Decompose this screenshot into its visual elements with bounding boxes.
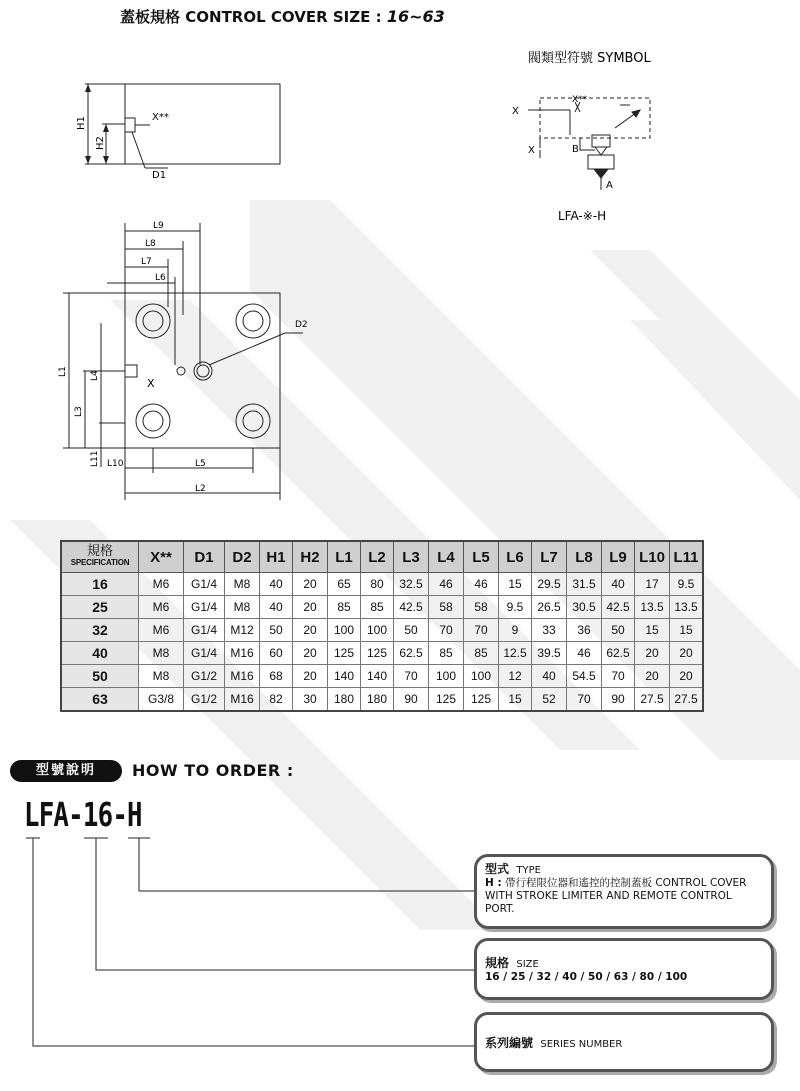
- col-header: L3: [394, 541, 429, 573]
- table-cell: M8: [139, 642, 184, 665]
- code-sep: -: [68, 795, 83, 834]
- symbol-port-b: B: [572, 144, 579, 155]
- table-cell: 20: [293, 619, 328, 642]
- table-cell: 12.5: [499, 642, 532, 665]
- series-info-box: [474, 1012, 774, 1072]
- table-cell: M6: [139, 619, 184, 642]
- col-header: L10: [635, 541, 670, 573]
- table-cell: 42.5: [602, 596, 635, 619]
- table-cell: 54.5: [567, 665, 602, 688]
- table-row: [61, 573, 703, 596]
- table-cell: 140: [361, 665, 394, 688]
- table-cell: 46: [567, 642, 602, 665]
- table-cell: 20: [670, 665, 704, 688]
- table-cell: 30: [293, 688, 328, 712]
- symbol-port-x-upper: X: [512, 106, 519, 117]
- side-label-h2: H2: [95, 136, 106, 150]
- col-header: L11: [670, 541, 704, 573]
- code-size: 16: [82, 795, 113, 834]
- table-cell: 20: [670, 642, 704, 665]
- table-cell: 90: [394, 688, 429, 712]
- table-cell: 40: [602, 573, 635, 596]
- table-cell: 100: [429, 665, 464, 688]
- table-cell: 27.5: [635, 688, 670, 712]
- table-cell: M8: [139, 665, 184, 688]
- table-cell: 30.5: [567, 596, 602, 619]
- table-cell: 125: [464, 688, 499, 712]
- table-cell: G1/4: [184, 573, 225, 596]
- col-header: L9: [602, 541, 635, 573]
- spec-cell: 25: [61, 596, 139, 619]
- table-cell: 20: [635, 665, 670, 688]
- table-cell: 46: [429, 573, 464, 596]
- col-header: D1: [184, 541, 225, 573]
- title-zh: 蓋板規格: [120, 8, 181, 26]
- table-cell: 50: [260, 619, 293, 642]
- table-cell: 40: [532, 665, 567, 688]
- code-type: H: [127, 795, 142, 834]
- top-label-l11: L11: [90, 450, 100, 467]
- how-to-order-heading: HOW TO ORDER :: [132, 761, 294, 780]
- spec-cell: 16: [61, 573, 139, 596]
- series-title-zh: 系列編號: [485, 1036, 534, 1050]
- table-cell: 180: [361, 688, 394, 712]
- spec-header-cell: [61, 541, 139, 573]
- table-cell: 15: [670, 619, 704, 642]
- top-label-l5: L5: [195, 459, 206, 469]
- top-label-l1: L1: [58, 366, 68, 377]
- table-cell: 70: [429, 619, 464, 642]
- col-header: L5: [464, 541, 499, 573]
- table-cell: 15: [499, 688, 532, 712]
- col-header: X**: [139, 541, 184, 573]
- col-header: L1: [328, 541, 361, 573]
- code-series: LFA: [24, 795, 69, 834]
- table-cell: 42.5: [394, 596, 429, 619]
- spec-table-header: [61, 541, 703, 573]
- table-cell: 82: [260, 688, 293, 712]
- table-cell: 13.5: [635, 596, 670, 619]
- side-label-h1: H1: [76, 116, 87, 130]
- type-title-en: TYPE: [516, 865, 541, 876]
- table-cell: 20: [293, 573, 328, 596]
- table-cell: 50: [394, 619, 429, 642]
- type-desc-line2: WITH STROKE LIMITER AND REMOTE CONTROL: [485, 890, 732, 902]
- table-cell: 31.5: [567, 573, 602, 596]
- spec-cell: 50: [61, 665, 139, 688]
- table-cell: 70: [464, 619, 499, 642]
- table-cell: 40: [260, 573, 293, 596]
- table-cell: M6: [139, 573, 184, 596]
- side-label-d1: D1: [152, 170, 167, 181]
- spec-cell: 40: [61, 642, 139, 665]
- table-cell: 85: [328, 596, 361, 619]
- type-title-zh: 型式: [485, 862, 510, 876]
- symbol-port-a: A: [606, 180, 613, 191]
- table-row: [61, 619, 703, 642]
- type-desc-line3: PORT.: [485, 903, 515, 915]
- table-cell: 52: [532, 688, 567, 712]
- table-cell: 9.5: [670, 573, 704, 596]
- table-cell: 27.5: [670, 688, 704, 712]
- title-size-range: 16~63: [386, 7, 445, 26]
- col-header: D2: [225, 541, 260, 573]
- spec-cell: 32: [61, 619, 139, 642]
- table-cell: 20: [635, 642, 670, 665]
- table-cell: 62.5: [394, 642, 429, 665]
- type-info-box: [474, 854, 774, 929]
- spec-table: [60, 540, 704, 712]
- title-en: CONTROL COVER SIZE :: [185, 8, 382, 26]
- table-row: [61, 596, 703, 619]
- table-cell: 60: [260, 642, 293, 665]
- symbol-model-label: LFA-※-H: [558, 209, 607, 223]
- table-cell: 100: [328, 619, 361, 642]
- table-cell: G1/4: [184, 642, 225, 665]
- symbol-title: 閥類型符號 SYMBOL: [528, 51, 651, 66]
- table-cell: 85: [464, 642, 499, 665]
- table-cell: 46: [464, 573, 499, 596]
- series-title-en: SERIES NUMBER: [540, 1039, 623, 1050]
- table-cell: 36: [567, 619, 602, 642]
- table-cell: 20: [293, 642, 328, 665]
- table-cell: G3/8: [139, 688, 184, 712]
- spec-table-body: [61, 573, 703, 712]
- top-label-l2: L2: [195, 484, 206, 494]
- col-header: H1: [260, 541, 293, 573]
- table-cell: G1/4: [184, 619, 225, 642]
- table-cell: 9: [499, 619, 532, 642]
- table-cell: 125: [429, 688, 464, 712]
- col-header: H2: [293, 541, 328, 573]
- top-label-d2: D2: [295, 320, 308, 330]
- table-cell: 32.5: [394, 573, 429, 596]
- table-cell: 50: [602, 619, 635, 642]
- col-header: L4: [429, 541, 464, 573]
- spec-header-en: SPECIFICATION: [70, 558, 130, 567]
- how-to-order-badge: 型號說明: [10, 760, 122, 782]
- table-cell: 40: [260, 596, 293, 619]
- side-label-x: X**: [152, 112, 169, 123]
- table-cell: 68: [260, 665, 293, 688]
- table-cell: 26.5: [532, 596, 567, 619]
- col-header: L7: [532, 541, 567, 573]
- table-cell: 29.5: [532, 573, 567, 596]
- table-cell: M16: [225, 665, 260, 688]
- top-label-l3: L3: [74, 406, 84, 417]
- table-cell: 20: [293, 665, 328, 688]
- table-cell: 70: [394, 665, 429, 688]
- table-cell: 17: [635, 573, 670, 596]
- table-cell: 70: [567, 688, 602, 712]
- type-code: H :: [485, 877, 502, 889]
- top-label-l4: L4: [90, 370, 100, 381]
- table-cell: 85: [361, 596, 394, 619]
- table-cell: 100: [361, 619, 394, 642]
- table-row: [61, 665, 703, 688]
- top-label-l6: L6: [155, 273, 166, 283]
- table-cell: 80: [361, 573, 394, 596]
- table-cell: G1/4: [184, 596, 225, 619]
- size-title-en: SIZE: [516, 959, 539, 970]
- table-cell: G1/2: [184, 665, 225, 688]
- table-cell: 15: [499, 573, 532, 596]
- top-label-l8: L8: [145, 239, 156, 249]
- table-cell: 100: [464, 665, 499, 688]
- table-cell: 180: [328, 688, 361, 712]
- table-cell: 15: [635, 619, 670, 642]
- spec-cell: 63: [61, 688, 139, 712]
- table-cell: M6: [139, 596, 184, 619]
- table-cell: 125: [328, 642, 361, 665]
- table-cell: 85: [429, 642, 464, 665]
- table-cell: 140: [328, 665, 361, 688]
- table-cell: 90: [602, 688, 635, 712]
- table-cell: 65: [328, 573, 361, 596]
- type-desc-en: CONTROL COVER: [655, 877, 747, 889]
- size-info-box: [474, 938, 774, 1000]
- type-desc-zh: 帶行程限位器和遙控的控制蓋板: [505, 877, 652, 889]
- code-sep: -: [112, 795, 128, 834]
- table-row: [61, 642, 703, 665]
- table-cell: M8: [225, 573, 260, 596]
- table-cell: M16: [225, 688, 260, 712]
- table-cell: M16: [225, 642, 260, 665]
- table-cell: M12: [225, 619, 260, 642]
- table-cell: 20: [293, 596, 328, 619]
- table-cell: G1/2: [184, 688, 225, 712]
- col-header: L2: [361, 541, 394, 573]
- table-cell: 39.5: [532, 642, 567, 665]
- table-cell: 125: [361, 642, 394, 665]
- table-cell: 12: [499, 665, 532, 688]
- top-label-l10: L10: [107, 459, 124, 469]
- col-header: L8: [567, 541, 602, 573]
- table-row: [61, 688, 703, 712]
- symbol-port-x-star: X**: [572, 95, 588, 105]
- table-cell: 9.5: [499, 596, 532, 619]
- table-cell: M8: [225, 596, 260, 619]
- size-list: 16 / 25 / 32 / 40 / 50 / 63 / 80 / 100: [485, 971, 688, 983]
- col-header: L6: [499, 541, 532, 573]
- table-cell: 58: [464, 596, 499, 619]
- top-label-l9: L9: [153, 221, 164, 231]
- top-label-l7: L7: [141, 257, 152, 267]
- table-cell: 62.5: [602, 642, 635, 665]
- symbol-port-x-lower: X: [528, 145, 535, 156]
- table-cell: 58: [429, 596, 464, 619]
- top-label-x: X: [147, 377, 155, 390]
- table-cell: 13.5: [670, 596, 704, 619]
- table-cell: 70: [602, 665, 635, 688]
- spec-header-zh: 規格: [86, 543, 113, 558]
- size-title-zh: 規格: [485, 956, 510, 970]
- table-cell: 33: [532, 619, 567, 642]
